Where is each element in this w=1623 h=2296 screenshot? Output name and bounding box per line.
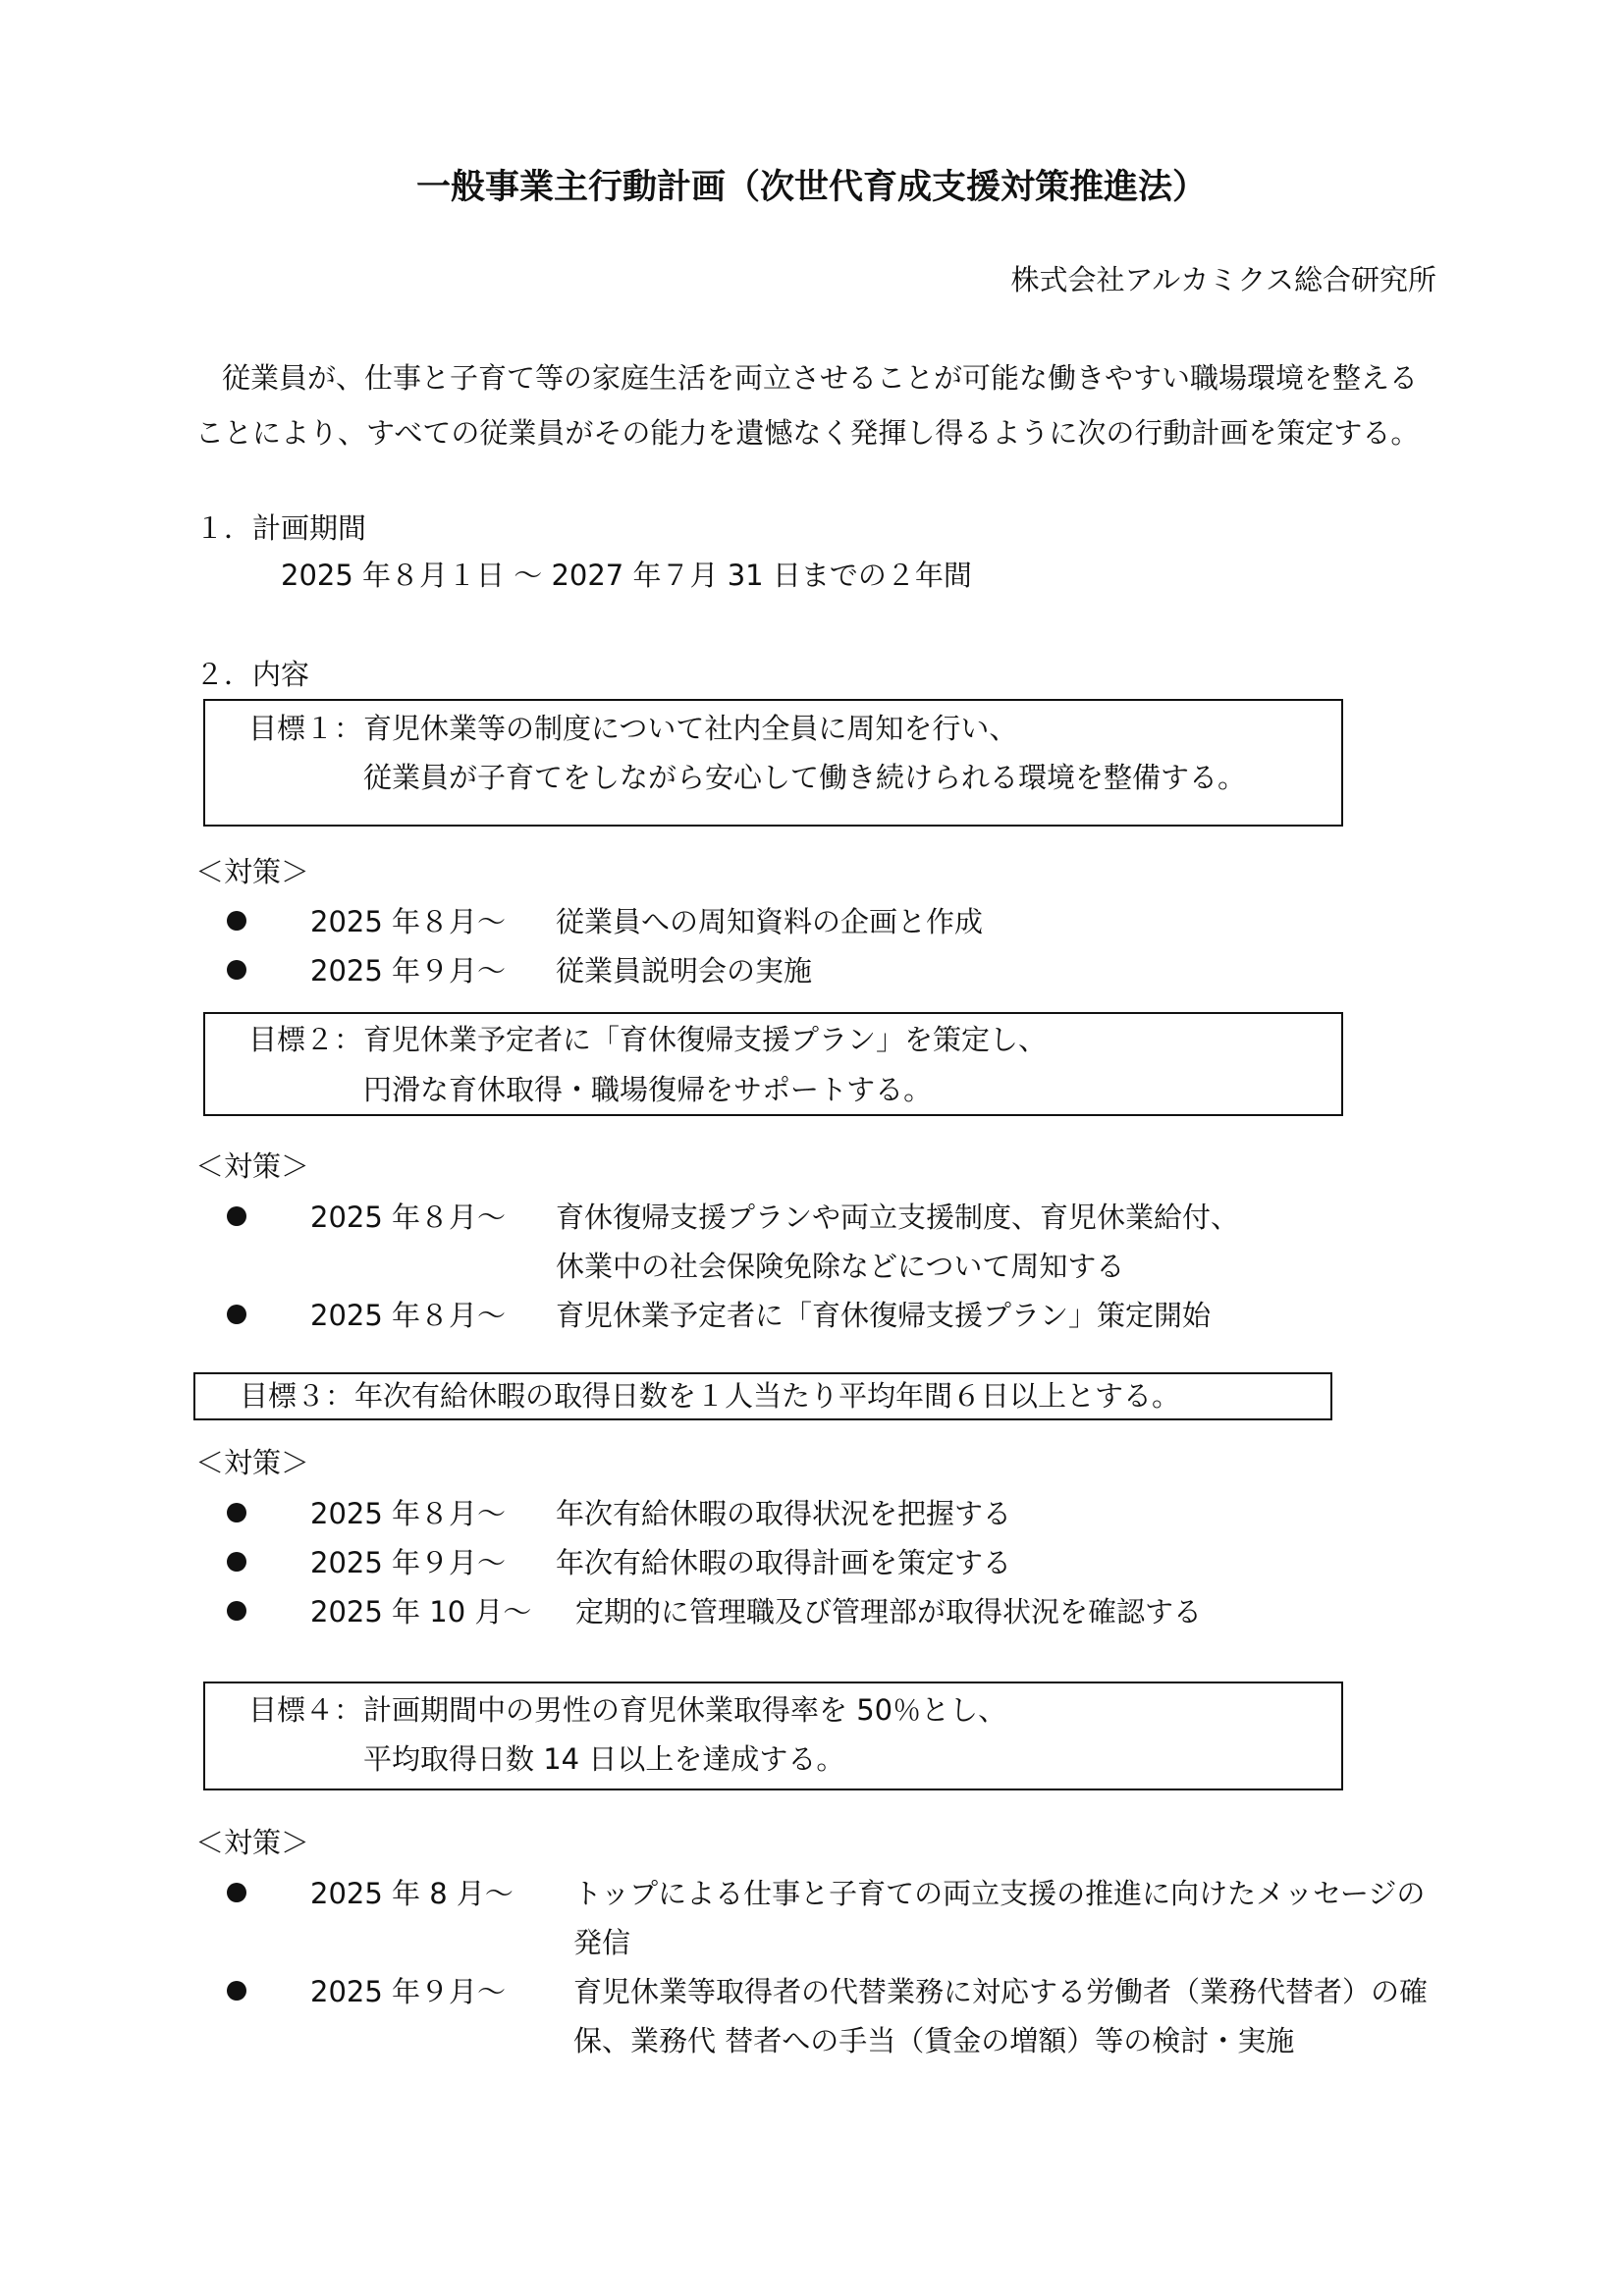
bullet-icon — [227, 1206, 246, 1226]
goal-1-item-2-text: 従業員説明会の実施 — [556, 954, 813, 988]
goal-3-item-1-date: 2025 年８月～ — [310, 1497, 507, 1530]
intro-line-2: ことにより、すべての従業員がその能力を遺憾なく発揮し得るように次の行動計画を策定する。 — [195, 416, 1420, 450]
goal-4-item-2-text-1: 育児休業等取得者の代替業務に対応する労働者（業務代替者）の確 — [573, 1975, 1429, 2008]
goal-2-measures-label: ＜対策＞ — [195, 1149, 310, 1183]
goal-3-measures-label: ＜対策＞ — [195, 1446, 310, 1479]
bullet-icon — [227, 960, 246, 980]
goal-1-item-1-date: 2025 年８月～ — [310, 905, 507, 938]
bullet-icon — [227, 1883, 246, 1902]
goal-2-text-1: 育児休業予定者に「育休復帰支援プラン」を策定し、 — [363, 1023, 1048, 1056]
plan-period: 2025 年８月１日 ～ 2027 年７月 31 日までの２年間 — [281, 559, 972, 592]
goal-4-item-1-date: 2025 年 8 月～ — [310, 1877, 514, 1910]
bullet-icon — [227, 1981, 246, 2001]
bullet-icon — [227, 911, 246, 931]
goal-3-item-2-text: 年次有給休暇の取得計画を策定する — [556, 1546, 1012, 1579]
goal-4-item-1-text-1: トップによる仕事と子育ての両立支援の推進に向けたメッセージの — [573, 1877, 1426, 1910]
bullet-icon — [227, 1503, 246, 1522]
goal-1-text-1: 育児休業等の制度について社内全員に周知を行い、 — [363, 712, 1018, 745]
goal-3-item-1-text: 年次有給休暇の取得状況を把握する — [556, 1497, 1012, 1530]
company-name: 株式会社アルカミクス総合研究所 — [1010, 263, 1436, 296]
goal-2-item-1-text-1: 育休復帰支援プランや両立支援制度、育児休業給付、 — [556, 1201, 1240, 1234]
goal-2-label: 目標２： — [248, 1023, 363, 1056]
goal-1-label: 目標１： — [248, 712, 363, 745]
goal-3-item-2-date: 2025 年９月～ — [310, 1546, 507, 1579]
bullet-icon — [227, 1552, 246, 1572]
document-title: 一般事業主行動計画（次世代育成支援対策推進法） — [415, 168, 1207, 207]
section-1-heading: １．計画期間 — [195, 511, 367, 545]
section-2-heading: ２．内容 — [195, 658, 310, 691]
goal-2-item-1-date: 2025 年８月～ — [310, 1201, 507, 1234]
intro-line-1: 従業員が、仕事と子育て等の家庭生活を両立させることが可能な働きやすい職場環境を整える — [222, 361, 1419, 395]
bullet-icon — [227, 1601, 246, 1621]
goal-3-label: 目標３： — [240, 1379, 354, 1413]
goal-3-item-3-text: 定期的に管理職及び管理部が取得状況を確認する — [575, 1595, 1203, 1629]
goal-2-item-2-date: 2025 年８月～ — [310, 1299, 507, 1332]
goal-1-measures-label: ＜対策＞ — [195, 855, 310, 888]
goal-1-text-2: 従業員が子育てをしながら安心して働き続けられる環境を整備する。 — [363, 761, 1247, 794]
goal-2-text-2: 円滑な育休取得・職場復帰をサポートする。 — [363, 1073, 933, 1106]
goal-4-item-2-date: 2025 年９月～ — [310, 1975, 507, 2008]
bullet-icon — [227, 1305, 246, 1324]
goal-4-label: 目標４： — [248, 1693, 363, 1727]
goal-1-item-1-text: 従業員への周知資料の企画と作成 — [556, 905, 984, 938]
goal-4-measures-label: ＜対策＞ — [195, 1826, 310, 1859]
goal-4-item-2-text-2: 保、業務代 替者への手当（賃金の増額）等の検討・実施 — [573, 2024, 1295, 2057]
goal-4-item-1-text-2: 発信 — [573, 1926, 631, 1959]
goal-4-text-1: 計画期間中の男性の育児休業取得率を 50％とし、 — [363, 1693, 1007, 1727]
goal-2-item-1-text-2: 休業中の社会保険免除などについて周知する — [556, 1250, 1125, 1283]
goal-4-text-2: 平均取得日数 14 日以上を達成する。 — [363, 1742, 845, 1776]
goal-3-text: 年次有給休暇の取得日数を１人当たり平均年間６日以上とする。 — [354, 1379, 1181, 1413]
goal-1-item-2-date: 2025 年９月～ — [310, 954, 507, 988]
goal-2-item-2-text: 育児休業予定者に「育休復帰支援プラン」策定開始 — [556, 1299, 1212, 1332]
goal-3-item-3-date: 2025 年 10 月～ — [310, 1595, 532, 1629]
